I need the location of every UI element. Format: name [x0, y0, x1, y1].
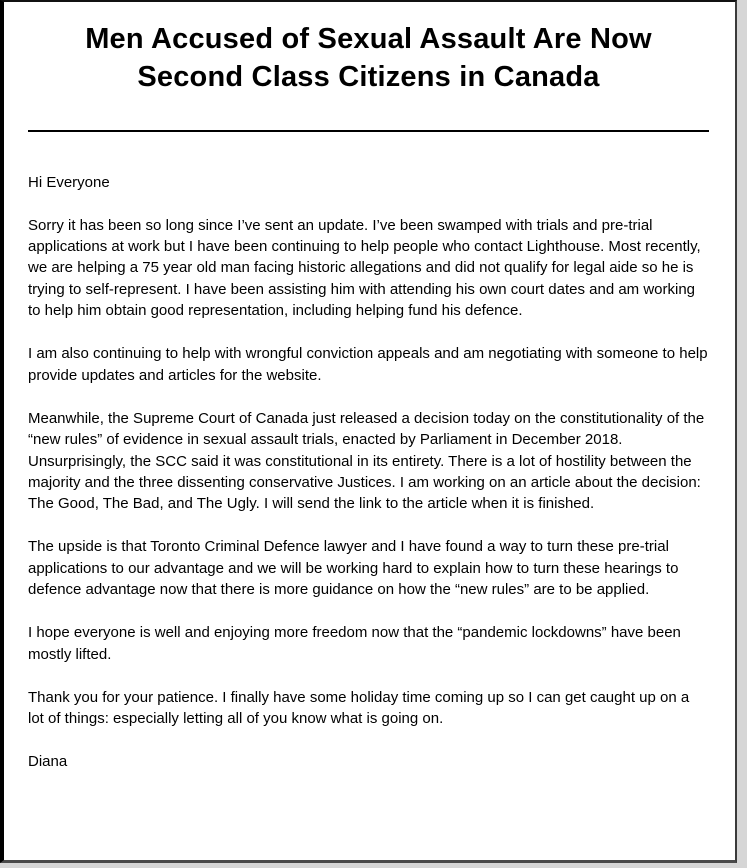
page-title: Men Accused of Sexual Assault Are Now Second Class Citizens in Canada [85, 23, 652, 94]
paragraph-update: Sorry it has been so long since I’ve sent an update. I’ve been swamped with trials and pre-trial applications at work but I have been continuing to help people who contact Lighthouse. Most recently, we are helping a 75 year old man facing historic allegations and did not qualify for legal aide so he is trying to self-represent. I have been assisting him with attending his own court dates and am working to help him obtain good representation, including helping fund his defence. [28, 216, 701, 320]
title-divider [28, 130, 709, 132]
paragraph-scc-decision: Meanwhile, the Supreme Court of Canada just released a decision today on the constitutionality of the “new rules” of evidence in sexual assault trials, enacted by Parliament in December 2018. Unsurprisingly, the SCC said it was constitutional in its entirety. There is a lot of hostility between the majority and the three dissenting conservative Justices. I am working on an article about the decision: The Good, The Bad, and The Ugly. I will send the link to the article when it is finished. [28, 409, 705, 513]
paragraph-thanks: Thank you for your patience. I finally have some holiday time coming up so I can get caught up on a lot of things: especially letting all of you know what is going on. [28, 688, 690, 728]
paragraph-greeting: Hi Everyone [28, 173, 110, 191]
paragraph-appeals: I am also continuing to help with wrongful conviction appeals and am negotiating with someone to help provide updates and articles for the website. [28, 345, 708, 384]
paragraph-upside: The upside is that Toronto Criminal Defence lawyer and I have found a way to turn these pre-trial applications to our advantage and we will be working hard to explain how to turn these hearings to defence advantage now that there is more guidance on how the “new rules” are to be applied. [28, 538, 679, 598]
document-body [28, 172, 709, 773]
signature: Diana [28, 753, 68, 771]
paragraph-wellwishes: I hope everyone is well and enjoying more freedom now that the “pandemic lockdowns” have been mostly lifted. [28, 624, 681, 663]
